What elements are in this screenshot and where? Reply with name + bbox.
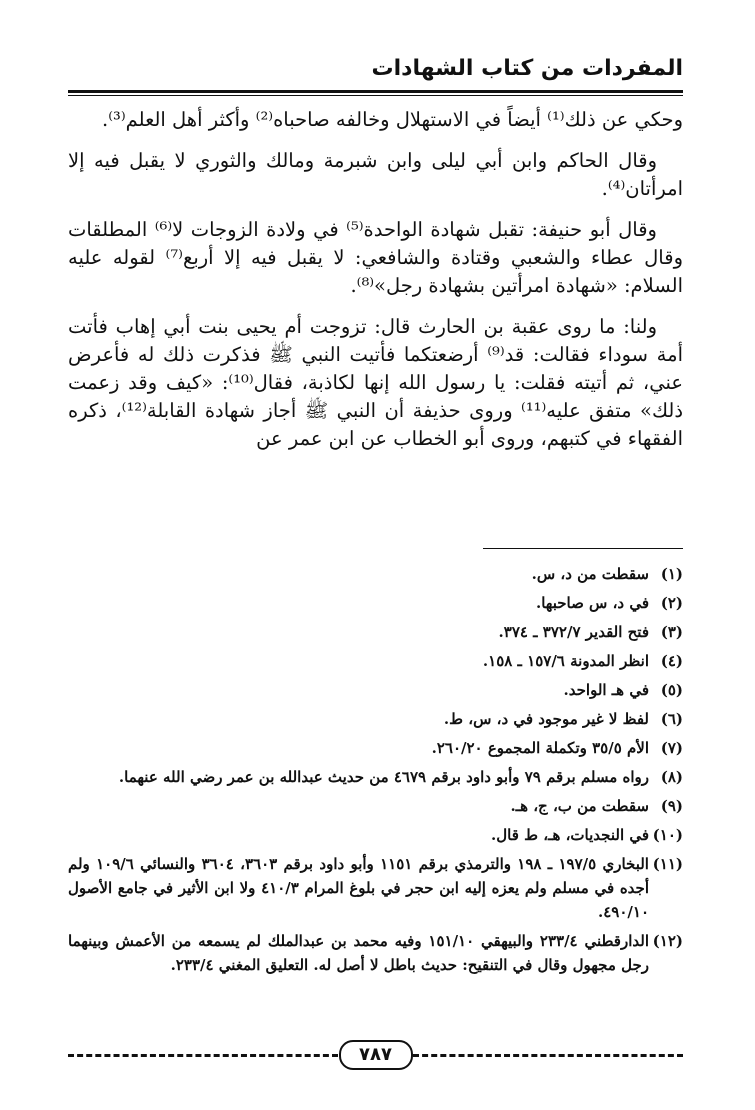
footnote-number: (٢) <box>660 594 683 612</box>
footnote <box>68 852 683 924</box>
footnote <box>68 649 683 673</box>
footnote-text: سقطت من د، س. <box>531 565 649 583</box>
footnote-text: رواه مسلم برقم ٧٩ وأبو داود برقم ٤٦٧٩ من حديث عبدالله بن عمر رضي الله عنهما. <box>118 768 649 786</box>
footnote-text: انظر المدونة ١٥٧/٦ ـ ١٥٨. <box>482 652 649 670</box>
footnote-separator <box>483 548 683 549</box>
footnote <box>68 929 683 977</box>
footer-dashed-rule-right <box>413 1054 683 1057</box>
paragraph-3: وقال أبو حنيفة: تقبل شهادة الواحدة⁽⁵⁾ في ولادة الزوجات لا⁽⁶⁾ المطلقات وقال عطاء والشعبي وقتادة والشافعي: لا يقبل فيه إلا أربع⁽⁷⁾ لقوله عليه السلام: «شهادة امرأتين بشهادة رجل»⁽⁸⁾. <box>68 218 683 297</box>
running-header-title: المفردات من كتاب الشهادات <box>371 56 683 81</box>
footnote-number: (١١) <box>652 855 683 873</box>
footnote-text: سقطت من ب، ج، هـ. <box>510 797 649 815</box>
footnote-text: فتح القدير ٣٧٢/٧ ـ ٣٧٤. <box>498 623 649 641</box>
footnote-text: في د، س صاحبها. <box>536 594 649 612</box>
footnote-number: (٩) <box>660 797 683 815</box>
paragraph-1: وحكي عن ذلك⁽¹⁾ أيضاً في الاستهلال وخالفه صاحباه⁽²⁾ وأكثر أهل العلم⁽³⁾. <box>102 108 683 131</box>
footnote <box>68 794 683 818</box>
footnote-number: (١٠) <box>652 826 683 844</box>
footnote-text: في هـ الواحد. <box>563 681 649 699</box>
paragraph-2: وقال الحاكم وابن أبي ليلى وابن شبرمة ومالك والثوري لا يقبل فيه إلا امرأتان⁽⁴⁾. <box>68 149 683 200</box>
page-footer <box>68 1040 683 1070</box>
footnote-text: في النجديات، هـ، ط قال. <box>491 826 649 844</box>
footnotes <box>68 562 683 982</box>
header-rule <box>68 90 683 96</box>
main-text <box>68 106 683 466</box>
footnote <box>68 736 683 760</box>
page-number: ٧٨٧ <box>339 1040 413 1070</box>
footnote <box>68 620 683 644</box>
footnote <box>68 707 683 731</box>
footnote-text: الدارقطني ٢٣٣/٤ والبيهقي ١٥١/١٠ وفيه محمد بن عبدالملك لم يسمعه من الأعمش وبينهما رجل مجهول وقال في التنقيح: حديث باطل لا أصل له. التعليق المغني ٢٣٣/٤. <box>68 932 649 974</box>
footnote-text: البخاري ١٩٧/٥ ـ ١٩٨ والترمذي برقم ١١٥١ وأبو داود برقم ٣٦٠٣، ٣٦٠٤ والنسائي ١٠٩/٦ ولم أجده في مسلم ولم يعزه إليه ابن حجر في بلوغ المرام ٤١٠/٣ ولا ابن الأثير في جامع الأصول ٤٩٠/١٠. <box>68 855 649 921</box>
footer-dashed-rule-left <box>68 1054 338 1057</box>
footnote-number: (٥) <box>660 681 683 699</box>
footnote-text: لفظ لا غير موجود في د، س، ط. <box>443 710 649 728</box>
footnote-number: (٦) <box>660 710 683 728</box>
footnote-number: (٨) <box>660 768 683 786</box>
paragraph-4: ولنا: ما روى عقبة بن الحارث قال: تزوجت أم يحيى بنت أبي إهاب فأتت أمة سوداء فقالت: قد⁽⁹⁾ أرضعتكما فأتيت النبي ﷺ فذكرت ذلك له فأعرض عني، ثم أتيته فقلت: يا رسول الله إنها لكاذبة، فقال⁽¹⁰⁾: «كيف وقد زعمت ذلك» متفق عليه⁽¹¹⁾ وروى حذيفة أن النبي ﷺ أجاز شهادة القابلة⁽¹²⁾، ذكره الفقهاء في كتبهم، وروى أبو الخطاب عن ابن عمر عن <box>68 315 684 450</box>
footnote-number: (٤) <box>660 652 683 670</box>
footnote-text: الأم ٣٥/٥ وتكملة المجموع ٢٦٠/٢٠. <box>431 739 649 757</box>
footnote-number: (٣) <box>660 623 683 641</box>
footnote <box>68 562 683 586</box>
footnote <box>68 823 683 847</box>
footnote <box>68 591 683 615</box>
footnote-number: (١) <box>660 565 683 583</box>
running-header <box>68 50 683 88</box>
footnote-number: (٧) <box>660 739 683 757</box>
footnote-number: (١٢) <box>652 932 683 950</box>
footnote <box>68 765 683 789</box>
footnote <box>68 678 683 702</box>
